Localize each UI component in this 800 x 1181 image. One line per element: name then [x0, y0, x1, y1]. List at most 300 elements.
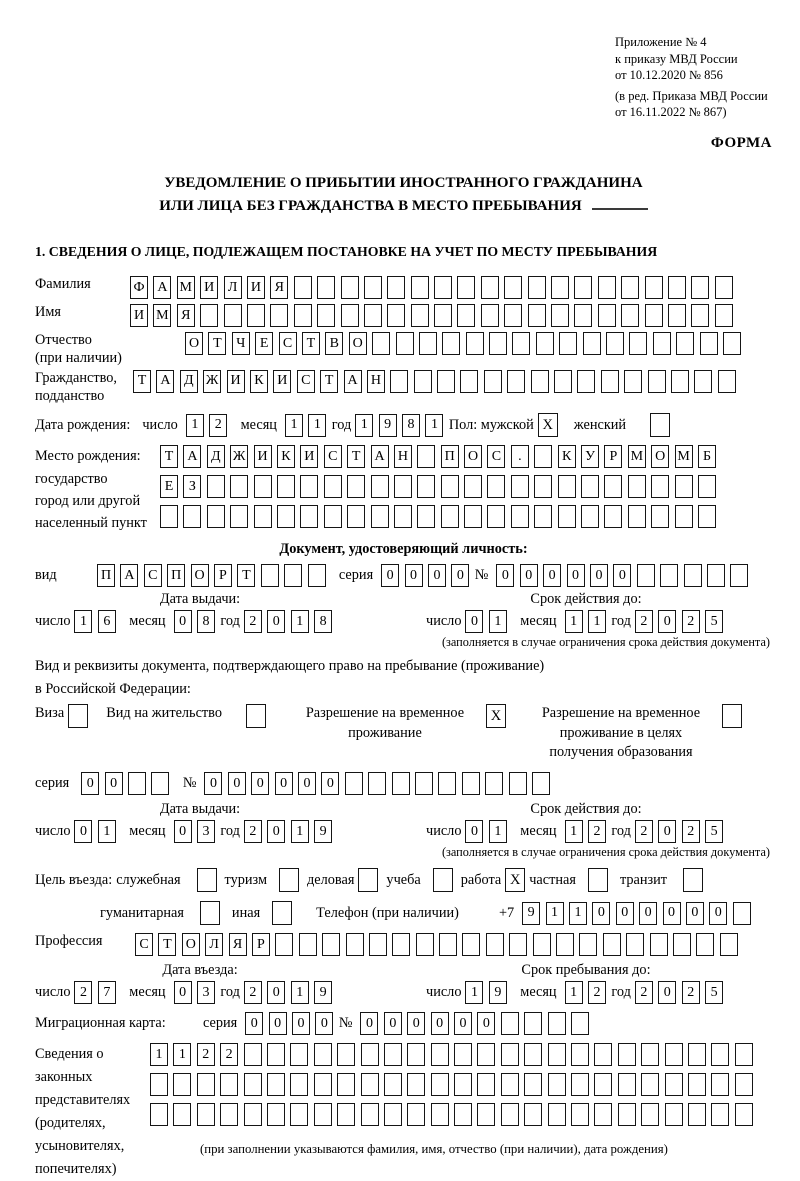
- char-cell[interactable]: С: [144, 564, 162, 587]
- char-cell[interactable]: 0: [543, 564, 561, 587]
- char-cell[interactable]: [441, 505, 459, 528]
- char-cell[interactable]: 0: [613, 564, 631, 587]
- char-cell[interactable]: [711, 1043, 729, 1066]
- checkbox-female[interactable]: [650, 413, 670, 437]
- char-cell[interactable]: [300, 475, 318, 498]
- char-cell[interactable]: У: [581, 445, 599, 468]
- char-cell[interactable]: [230, 505, 248, 528]
- char-cell[interactable]: 2: [244, 610, 262, 633]
- char-cell[interactable]: 6: [98, 610, 116, 633]
- char-cell[interactable]: [718, 370, 736, 393]
- char-cell[interactable]: А: [183, 445, 201, 468]
- checkbox-work[interactable]: X: [505, 868, 525, 892]
- char-cell[interactable]: [261, 564, 279, 587]
- char-cell[interactable]: И: [227, 370, 245, 393]
- char-cell[interactable]: [735, 1103, 753, 1126]
- char-cell[interactable]: [347, 505, 365, 528]
- char-cell[interactable]: [641, 1073, 659, 1096]
- char-cell[interactable]: Т: [133, 370, 151, 393]
- char-cell[interactable]: [392, 772, 410, 795]
- char-cell[interactable]: [650, 933, 668, 956]
- char-cell[interactable]: [548, 1043, 566, 1066]
- char-cell[interactable]: [441, 475, 459, 498]
- char-cell[interactable]: [324, 475, 342, 498]
- char-cell[interactable]: И: [130, 304, 148, 327]
- char-cell[interactable]: [431, 1103, 449, 1126]
- representatives-input-row1[interactable]: [150, 1043, 758, 1066]
- char-cell[interactable]: [533, 933, 551, 956]
- char-cell[interactable]: [730, 564, 748, 587]
- char-cell[interactable]: [371, 475, 389, 498]
- char-cell[interactable]: 0: [590, 564, 608, 587]
- name-input[interactable]: [130, 304, 738, 327]
- char-cell[interactable]: И: [254, 445, 272, 468]
- char-cell[interactable]: [460, 370, 478, 393]
- char-cell[interactable]: [735, 1073, 753, 1096]
- char-cell[interactable]: [487, 505, 505, 528]
- char-cell[interactable]: [416, 933, 434, 956]
- char-cell[interactable]: Т: [347, 445, 365, 468]
- char-cell[interactable]: 0: [269, 1012, 287, 1035]
- char-cell[interactable]: [462, 933, 480, 956]
- char-cell[interactable]: [431, 1043, 449, 1066]
- char-cell[interactable]: [534, 475, 552, 498]
- char-cell[interactable]: 0: [658, 820, 676, 843]
- char-cell[interactable]: [618, 1103, 636, 1126]
- char-cell[interactable]: [299, 933, 317, 956]
- char-cell[interactable]: [407, 1043, 425, 1066]
- char-cell[interactable]: [548, 1012, 566, 1035]
- char-cell[interactable]: [277, 505, 295, 528]
- char-cell[interactable]: [290, 1103, 308, 1126]
- doc-type-input[interactable]: [97, 564, 331, 587]
- char-cell[interactable]: [317, 276, 335, 299]
- stay-year[interactable]: [635, 981, 729, 1004]
- char-cell[interactable]: [548, 1103, 566, 1126]
- char-cell[interactable]: [583, 332, 601, 355]
- char-cell[interactable]: [464, 505, 482, 528]
- char-cell[interactable]: [700, 332, 718, 355]
- char-cell[interactable]: 9: [314, 820, 332, 843]
- char-cell[interactable]: 0: [658, 981, 676, 1004]
- char-cell[interactable]: Н: [394, 445, 412, 468]
- char-cell[interactable]: [673, 933, 691, 956]
- char-cell[interactable]: [434, 304, 452, 327]
- char-cell[interactable]: [454, 1103, 472, 1126]
- char-cell[interactable]: [151, 772, 169, 795]
- char-cell[interactable]: [534, 445, 552, 468]
- char-cell[interactable]: [735, 1043, 753, 1066]
- char-cell[interactable]: 2: [588, 981, 606, 1004]
- char-cell[interactable]: 1: [489, 610, 507, 633]
- char-cell[interactable]: [220, 1103, 238, 1126]
- char-cell[interactable]: [462, 772, 480, 795]
- doc-series-input[interactable]: [381, 564, 475, 587]
- char-cell[interactable]: [621, 276, 639, 299]
- char-cell[interactable]: 0: [174, 820, 192, 843]
- char-cell[interactable]: [715, 304, 733, 327]
- char-cell[interactable]: 9: [522, 902, 540, 925]
- char-cell[interactable]: Д: [180, 370, 198, 393]
- char-cell[interactable]: Ж: [230, 445, 248, 468]
- char-cell[interactable]: [368, 772, 386, 795]
- char-cell[interactable]: [150, 1103, 168, 1126]
- char-cell[interactable]: [574, 304, 592, 327]
- birthplace-input-row1[interactable]: [160, 445, 721, 468]
- char-cell[interactable]: О: [182, 933, 200, 956]
- checkbox-temp-residence[interactable]: X: [486, 704, 506, 728]
- char-cell[interactable]: 8: [314, 610, 332, 633]
- char-cell[interactable]: [558, 475, 576, 498]
- char-cell[interactable]: [668, 304, 686, 327]
- char-cell[interactable]: 0: [639, 902, 657, 925]
- char-cell[interactable]: О: [191, 564, 209, 587]
- char-cell[interactable]: 0: [228, 772, 246, 795]
- birth-year-input[interactable]: [355, 414, 449, 437]
- char-cell[interactable]: [598, 276, 616, 299]
- char-cell[interactable]: [437, 370, 455, 393]
- char-cell[interactable]: 0: [74, 820, 92, 843]
- char-cell[interactable]: [464, 475, 482, 498]
- char-cell[interactable]: С: [297, 370, 315, 393]
- char-cell[interactable]: [626, 933, 644, 956]
- char-cell[interactable]: [290, 1043, 308, 1066]
- char-cell[interactable]: И: [247, 276, 265, 299]
- char-cell[interactable]: 0: [567, 564, 585, 587]
- char-cell[interactable]: Р: [604, 445, 622, 468]
- char-cell[interactable]: [531, 370, 549, 393]
- char-cell[interactable]: [390, 370, 408, 393]
- char-cell[interactable]: К: [558, 445, 576, 468]
- char-cell[interactable]: [606, 332, 624, 355]
- char-cell[interactable]: 0: [431, 1012, 449, 1035]
- char-cell[interactable]: [551, 276, 569, 299]
- char-cell[interactable]: 3: [197, 981, 215, 1004]
- char-cell[interactable]: [675, 475, 693, 498]
- char-cell[interactable]: [698, 475, 716, 498]
- birthplace-input-row3[interactable]: [160, 505, 721, 528]
- char-cell[interactable]: 0: [686, 902, 704, 925]
- char-cell[interactable]: 1: [569, 902, 587, 925]
- char-cell[interactable]: 1: [186, 414, 204, 437]
- char-cell[interactable]: [244, 1043, 262, 1066]
- passport-issue-year[interactable]: [244, 610, 338, 633]
- char-cell[interactable]: [618, 1043, 636, 1066]
- char-cell[interactable]: 0: [251, 772, 269, 795]
- checkbox-temp-residence-edu[interactable]: [722, 704, 742, 728]
- char-cell[interactable]: 0: [360, 1012, 378, 1035]
- char-cell[interactable]: [345, 772, 363, 795]
- char-cell[interactable]: С: [279, 332, 297, 355]
- char-cell[interactable]: [457, 276, 475, 299]
- char-cell[interactable]: Р: [252, 933, 270, 956]
- char-cell[interactable]: 0: [465, 610, 483, 633]
- char-cell[interactable]: [688, 1043, 706, 1066]
- char-cell[interactable]: [481, 276, 499, 299]
- char-cell[interactable]: [484, 370, 502, 393]
- char-cell[interactable]: [528, 276, 546, 299]
- char-cell[interactable]: 0: [292, 1012, 310, 1035]
- char-cell[interactable]: [173, 1073, 191, 1096]
- char-cell[interactable]: [364, 276, 382, 299]
- profession-input[interactable]: [135, 933, 743, 956]
- passport-valid-day[interactable]: [465, 610, 512, 633]
- char-cell[interactable]: [489, 332, 507, 355]
- char-cell[interactable]: [509, 772, 527, 795]
- char-cell[interactable]: [691, 304, 709, 327]
- char-cell[interactable]: [173, 1103, 191, 1126]
- char-cell[interactable]: [524, 1043, 542, 1066]
- char-cell[interactable]: 0: [520, 564, 538, 587]
- char-cell[interactable]: 1: [355, 414, 373, 437]
- char-cell[interactable]: 0: [451, 564, 469, 587]
- char-cell[interactable]: [415, 772, 433, 795]
- char-cell[interactable]: [534, 505, 552, 528]
- permit-series-input[interactable]: [81, 772, 175, 795]
- char-cell[interactable]: О: [349, 332, 367, 355]
- char-cell[interactable]: [414, 370, 432, 393]
- char-cell[interactable]: 2: [244, 981, 262, 1004]
- char-cell[interactable]: О: [651, 445, 669, 468]
- char-cell[interactable]: 9: [379, 414, 397, 437]
- char-cell[interactable]: [528, 304, 546, 327]
- char-cell[interactable]: 2: [74, 981, 92, 1004]
- char-cell[interactable]: 0: [592, 902, 610, 925]
- char-cell[interactable]: [431, 1073, 449, 1096]
- char-cell[interactable]: 7: [98, 981, 116, 1004]
- char-cell[interactable]: [551, 304, 569, 327]
- char-cell[interactable]: 0: [428, 564, 446, 587]
- char-cell[interactable]: [230, 475, 248, 498]
- char-cell[interactable]: [688, 1103, 706, 1126]
- char-cell[interactable]: Б: [698, 445, 716, 468]
- char-cell[interactable]: [486, 933, 504, 956]
- doc-number-input[interactable]: [496, 564, 753, 587]
- char-cell[interactable]: [665, 1073, 683, 1096]
- char-cell[interactable]: [317, 304, 335, 327]
- char-cell[interactable]: Я: [270, 276, 288, 299]
- char-cell[interactable]: [604, 505, 622, 528]
- char-cell[interactable]: [621, 304, 639, 327]
- char-cell[interactable]: [665, 1043, 683, 1066]
- char-cell[interactable]: [645, 276, 663, 299]
- birthplace-input-row2[interactable]: [160, 475, 721, 498]
- char-cell[interactable]: 2: [682, 981, 700, 1004]
- char-cell[interactable]: [369, 933, 387, 956]
- char-cell[interactable]: [267, 1103, 285, 1126]
- char-cell[interactable]: [454, 1043, 472, 1066]
- char-cell[interactable]: [224, 304, 242, 327]
- char-cell[interactable]: [220, 1073, 238, 1096]
- checkbox-business[interactable]: [358, 868, 378, 892]
- char-cell[interactable]: В: [325, 332, 343, 355]
- char-cell[interactable]: [660, 564, 678, 587]
- char-cell[interactable]: [454, 1073, 472, 1096]
- char-cell[interactable]: [487, 475, 505, 498]
- char-cell[interactable]: Т: [158, 933, 176, 956]
- char-cell[interactable]: [511, 475, 529, 498]
- char-cell[interactable]: 0: [321, 772, 339, 795]
- char-cell[interactable]: [577, 370, 595, 393]
- citizenship-input[interactable]: [133, 370, 741, 393]
- char-cell[interactable]: 0: [381, 564, 399, 587]
- char-cell[interactable]: Т: [320, 370, 338, 393]
- char-cell[interactable]: К: [277, 445, 295, 468]
- char-cell[interactable]: 9: [489, 981, 507, 1004]
- char-cell[interactable]: [197, 1103, 215, 1126]
- char-cell[interactable]: [485, 772, 503, 795]
- char-cell[interactable]: П: [167, 564, 185, 587]
- representatives-input-row3[interactable]: [150, 1103, 758, 1126]
- checkbox-visa[interactable]: [68, 704, 88, 728]
- char-cell[interactable]: [300, 505, 318, 528]
- char-cell[interactable]: [254, 475, 272, 498]
- char-cell[interactable]: [207, 505, 225, 528]
- char-cell[interactable]: [314, 1073, 332, 1096]
- char-cell[interactable]: [641, 1043, 659, 1066]
- char-cell[interactable]: [624, 370, 642, 393]
- char-cell[interactable]: 0: [105, 772, 123, 795]
- char-cell[interactable]: [384, 1043, 402, 1066]
- checkbox-official[interactable]: [197, 868, 217, 892]
- char-cell[interactable]: М: [628, 445, 646, 468]
- char-cell[interactable]: [457, 304, 475, 327]
- char-cell[interactable]: [341, 276, 359, 299]
- char-cell[interactable]: [594, 1073, 612, 1096]
- checkbox-male[interactable]: X: [538, 413, 558, 437]
- char-cell[interactable]: [581, 505, 599, 528]
- char-cell[interactable]: [688, 1073, 706, 1096]
- char-cell[interactable]: [361, 1073, 379, 1096]
- char-cell[interactable]: Н: [367, 370, 385, 393]
- patronymic-input[interactable]: [185, 332, 746, 355]
- char-cell[interactable]: [438, 772, 456, 795]
- char-cell[interactable]: [337, 1073, 355, 1096]
- char-cell[interactable]: [128, 772, 146, 795]
- char-cell[interactable]: 2: [197, 1043, 215, 1066]
- char-cell[interactable]: [581, 475, 599, 498]
- char-cell[interactable]: [442, 332, 460, 355]
- char-cell[interactable]: [407, 1103, 425, 1126]
- char-cell[interactable]: 0: [465, 820, 483, 843]
- checkbox-transit[interactable]: [683, 868, 703, 892]
- char-cell[interactable]: [653, 332, 671, 355]
- mig-series-input[interactable]: [245, 1012, 339, 1035]
- char-cell[interactable]: [466, 332, 484, 355]
- char-cell[interactable]: Я: [177, 304, 195, 327]
- char-cell[interactable]: 1: [173, 1043, 191, 1066]
- char-cell[interactable]: 1: [291, 610, 309, 633]
- char-cell[interactable]: [361, 1103, 379, 1126]
- char-cell[interactable]: [598, 304, 616, 327]
- char-cell[interactable]: [707, 564, 725, 587]
- char-cell[interactable]: 0: [298, 772, 316, 795]
- char-cell[interactable]: С: [135, 933, 153, 956]
- char-cell[interactable]: [267, 1073, 285, 1096]
- char-cell[interactable]: [394, 475, 412, 498]
- char-cell[interactable]: [628, 505, 646, 528]
- char-cell[interactable]: 0: [405, 564, 423, 587]
- char-cell[interactable]: [504, 276, 522, 299]
- char-cell[interactable]: [645, 304, 663, 327]
- char-cell[interactable]: [676, 332, 694, 355]
- char-cell[interactable]: 0: [267, 981, 285, 1004]
- char-cell[interactable]: 0: [663, 902, 681, 925]
- char-cell[interactable]: [247, 304, 265, 327]
- char-cell[interactable]: [314, 1103, 332, 1126]
- char-cell[interactable]: [648, 370, 666, 393]
- char-cell[interactable]: [284, 564, 302, 587]
- char-cell[interactable]: 1: [565, 981, 583, 1004]
- char-cell[interactable]: 1: [98, 820, 116, 843]
- char-cell[interactable]: [548, 1073, 566, 1096]
- char-cell[interactable]: [711, 1103, 729, 1126]
- char-cell[interactable]: [434, 276, 452, 299]
- char-cell[interactable]: А: [153, 276, 171, 299]
- char-cell[interactable]: [601, 370, 619, 393]
- permit-number-input[interactable]: [204, 772, 555, 795]
- char-cell[interactable]: [554, 370, 572, 393]
- char-cell[interactable]: 0: [709, 902, 727, 925]
- char-cell[interactable]: П: [441, 445, 459, 468]
- char-cell[interactable]: [407, 1073, 425, 1096]
- char-cell[interactable]: [671, 370, 689, 393]
- char-cell[interactable]: [594, 1103, 612, 1126]
- char-cell[interactable]: [651, 505, 669, 528]
- char-cell[interactable]: 1: [588, 610, 606, 633]
- char-cell[interactable]: Ч: [232, 332, 250, 355]
- char-cell[interactable]: 0: [658, 610, 676, 633]
- checkbox-residence-permit[interactable]: [246, 704, 266, 728]
- char-cell[interactable]: 1: [308, 414, 326, 437]
- char-cell[interactable]: [733, 902, 751, 925]
- char-cell[interactable]: [394, 505, 412, 528]
- char-cell[interactable]: [294, 304, 312, 327]
- char-cell[interactable]: 0: [174, 981, 192, 1004]
- char-cell[interactable]: О: [185, 332, 203, 355]
- surname-input[interactable]: [130, 276, 738, 299]
- char-cell[interactable]: [579, 933, 597, 956]
- char-cell[interactable]: [160, 505, 178, 528]
- char-cell[interactable]: 2: [682, 610, 700, 633]
- char-cell[interactable]: [536, 332, 554, 355]
- char-cell[interactable]: 1: [74, 610, 92, 633]
- permit-issue-year[interactable]: [244, 820, 338, 843]
- char-cell[interactable]: [371, 505, 389, 528]
- char-cell[interactable]: [477, 1103, 495, 1126]
- char-cell[interactable]: [691, 276, 709, 299]
- char-cell[interactable]: К: [250, 370, 268, 393]
- char-cell[interactable]: 0: [275, 772, 293, 795]
- char-cell[interactable]: [665, 1103, 683, 1126]
- char-cell[interactable]: [392, 933, 410, 956]
- char-cell[interactable]: [183, 505, 201, 528]
- char-cell[interactable]: 2: [209, 414, 227, 437]
- char-cell[interactable]: [571, 1103, 589, 1126]
- char-cell[interactable]: [384, 1073, 402, 1096]
- char-cell[interactable]: [571, 1073, 589, 1096]
- char-cell[interactable]: Ж: [203, 370, 221, 393]
- char-cell[interactable]: 0: [477, 1012, 495, 1035]
- char-cell[interactable]: [387, 276, 405, 299]
- char-cell[interactable]: 1: [285, 414, 303, 437]
- char-cell[interactable]: [507, 370, 525, 393]
- char-cell[interactable]: М: [675, 445, 693, 468]
- char-cell[interactable]: 2: [244, 820, 262, 843]
- char-cell[interactable]: [668, 276, 686, 299]
- char-cell[interactable]: 5: [705, 820, 723, 843]
- char-cell[interactable]: 1: [291, 820, 309, 843]
